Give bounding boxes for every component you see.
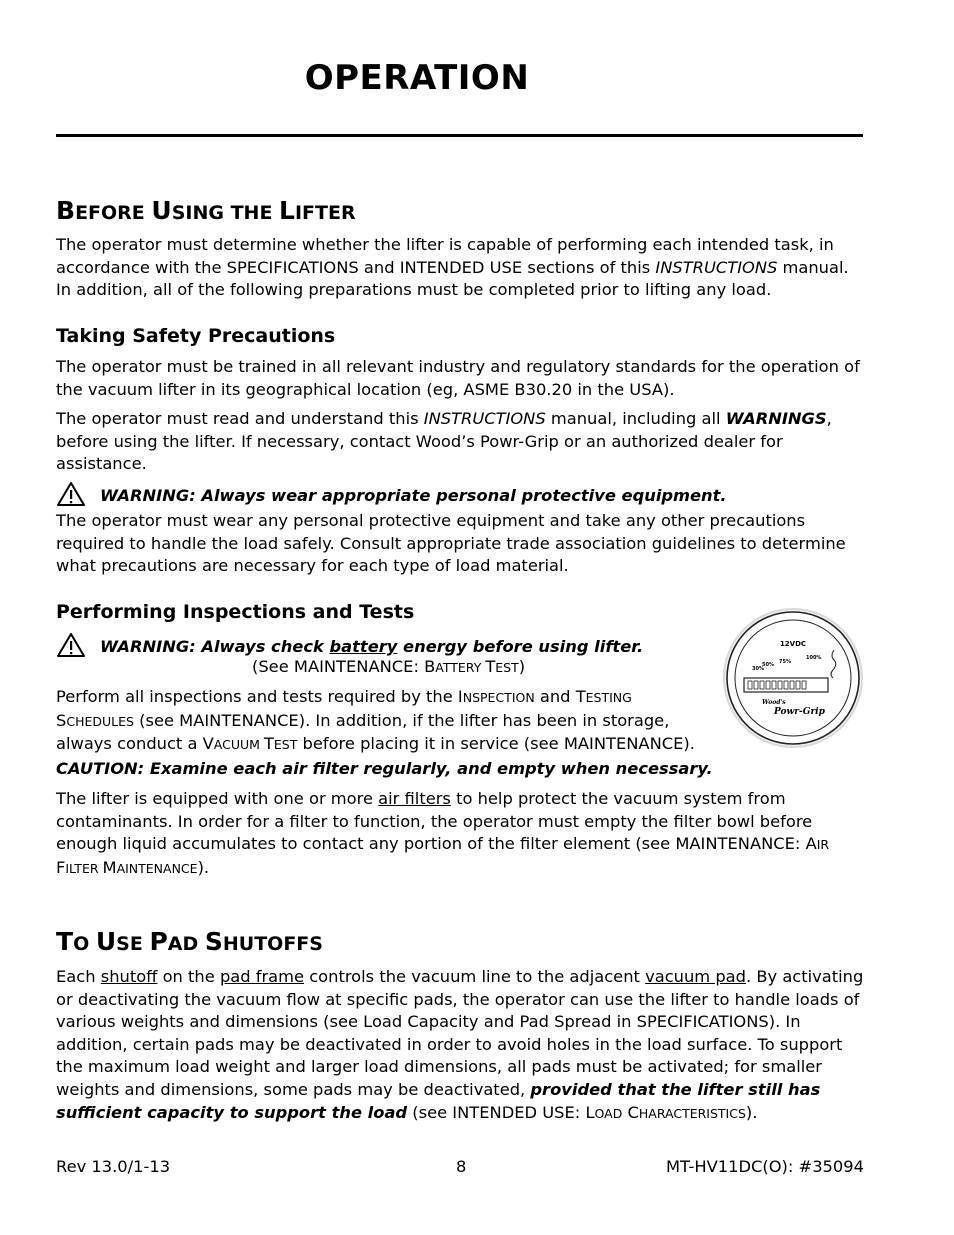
gauge-mark-30: 30% — [752, 666, 764, 672]
footer-document-id: MT-HV11DC(O): #35094 — [666, 1157, 864, 1176]
subheading-safety: Taking Safety Precautions — [56, 325, 336, 347]
battery-warning: WARNING: Always check battery energy before using lifter. — [56, 632, 643, 658]
warning-triangle-icon — [56, 632, 86, 658]
gauge-mark-50: 50% — [762, 662, 774, 668]
battery-gauge-image — [722, 604, 864, 752]
gauge-brand: Powr-Grip — [774, 707, 825, 717]
ppe-warning: WARNING: Always wear appropriate personal protective equipment. — [56, 481, 727, 507]
inspection-paragraph-1: Perform all inspections and tests required by the INSPECTION and TESTING SCHEDULES (see MAINTENANCE). In addition, if the lifter has been in storage, always conduct a VACUUM TEST before placing it in service (see MAINTENANCE). — [56, 687, 695, 754]
gauge-mark-75: 75% — [779, 659, 791, 665]
inspection-paragraph-2: The lifter is equipped with one or more air filters to help protect the vacuum system from contaminants. In order for a filter to function, the operator must empty the filter bowl before enough liquid accumulates to contact any portion of the filter element (see MAINTENANCE: AIR FILTER MAINTENANCE). — [56, 789, 830, 877]
page-title: OPERATION — [304, 58, 530, 98]
safety-paragraph-1: The operator must be trained in all relevant industry and regulatory standards for the operation of the vacuum lifter in its geographical location (eg, ASME B30.20 in the USA). — [56, 357, 860, 399]
gauge-voltage-label: 12VDC — [779, 640, 807, 648]
safety-paragraph-3: The operator must wear any personal protective equipment and take any other precautions required to handle the load safely. Consult appropriate trade association guidelines to determine what precautions are necessary for each type of load material. — [56, 511, 846, 576]
footer-revision: Rev 13.0/1-13 — [56, 1157, 171, 1176]
intro-paragraph: The operator must determine whether the lifter is capable of performing each intended task, in accordance with the SPECIFICATIONS and INTENDED USE sections of this INSTRUCTIONS manual. In addition, all of the following preparations must be completed prior to lifting any load. — [56, 235, 849, 300]
section-heading-pad-shutoffs: TO USE PAD SHUTOFFS — [56, 927, 323, 956]
air-filter-caution: CAUTION: Examine each air filter regularly, and empty when necessary. — [56, 759, 713, 778]
subheading-inspections: Performing Inspections and Tests — [56, 601, 415, 623]
title-rule — [56, 134, 863, 137]
pad-shutoffs-paragraph: Each shutoff on the pad frame controls the vacuum line to the adjacent vacuum pad. By activating or deactivating the vacuum flow at specific pads, the operator can use the lifter to handle loads of various weights and dimensions (see Load Capacity and Pad Spread in SPECIFICATIONS). In addition, certain pads may be deactivated in order to avoid holes in the load surface. To support the maximum load weight and larger load dimensions, all pads must be activated; for smaller weights and dimensions, some pads may be deactivated, provided that the lifter still has sufficient capacity to support the load (see INTENDED USE: LOAD CHARACTERISTICS). — [56, 967, 864, 1122]
safety-paragraph-2: The operator must read and understand this INSTRUCTIONS manual, including all WARNINGS, before using the lifter. If necessary, contact Wood’s Powr-Grip or an authorized dealer for assistance. — [56, 409, 832, 474]
gauge-mark-100: 100% — [806, 655, 822, 661]
footer-page-number: 8 — [456, 1157, 467, 1176]
warning-triangle-icon — [56, 481, 86, 507]
battery-test-reference: (See MAINTENANCE: BATTERY TEST) — [252, 657, 526, 676]
section-heading-before-using: BEFORE USING THE LIFTER — [56, 196, 356, 225]
gauge-brand-top: Wood's — [762, 699, 786, 706]
